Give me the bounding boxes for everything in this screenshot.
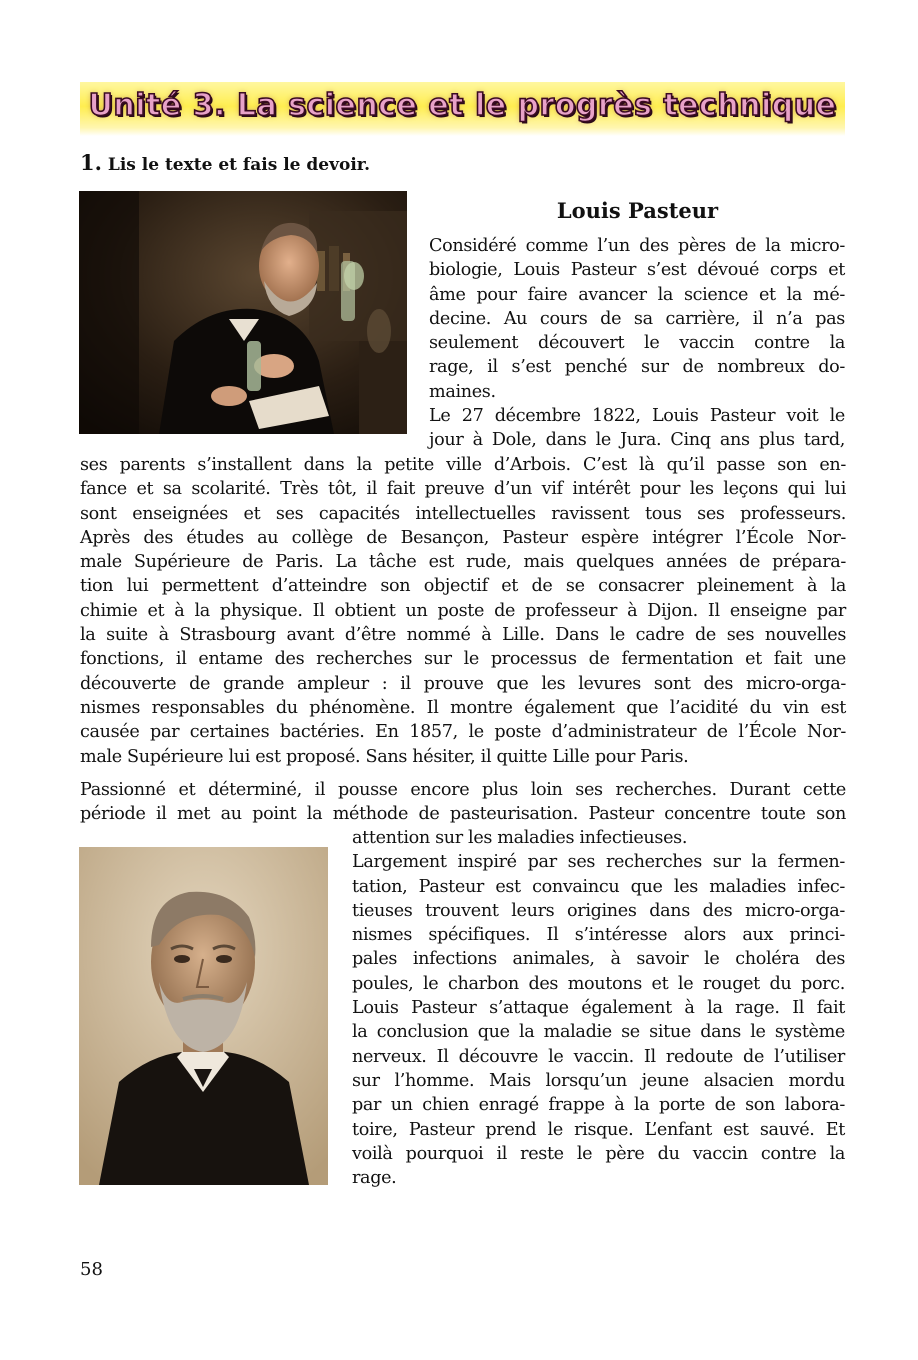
text-line: maines. — [429, 381, 496, 402]
article-paragraph-3 — [80, 778, 846, 827]
text-line: male Supérieure de Paris. La tâche est rude, mais quelques années de prépara- — [80, 552, 846, 573]
text-line: sur l’homme. Mais lorsqu’un jeune alsacien mordu — [352, 1070, 845, 1091]
text-line: Louis Pasteur s’attaque également à la rage. Il fait — [352, 998, 845, 1019]
text-line: Après des études au collège de Besançon, Pasteur espère intégrer l’École Nor- — [80, 527, 846, 548]
text-line: la conclusion que la maladie se situe dans le système — [352, 1022, 845, 1043]
text-line: toire, Pasteur prend le risque. L’enfant est sauvé. Et — [352, 1119, 845, 1140]
unit-title: Unité 3. La science et le progrès technique — [88, 88, 837, 123]
exercise-number: 1. — [80, 150, 102, 175]
text-line: la suite à Strasbourg avant d’être nommé à Lille. Dans le cadre de ses nouvelles — [80, 625, 846, 646]
text-line: par un chien enragé frappe à la porte de son labora- — [352, 1095, 845, 1116]
text-line: rage. — [352, 1168, 397, 1189]
exercise-text: Lis le texte et fais le devoir. — [107, 155, 371, 175]
pasteur-laboratory-painting — [79, 191, 407, 434]
text-line: Considéré comme l’un des pères de la micro- — [429, 236, 845, 256]
article-title: Louis Pasteur — [556, 198, 719, 223]
text-line: causée par certaines bactéries. En 1857, le poste d’administrateur de l’École Nor- — [80, 722, 846, 743]
text-line: decine. Au cours de sa carrière, il n’a pas — [429, 308, 845, 329]
text-line: rage, il s’est penché sur de nombreux do- — [429, 357, 845, 378]
text-line: male Supérieure lui est proposé. Sans hésiter, il quitte Lille pour Paris. — [80, 746, 689, 767]
article-paragraph-4 — [352, 826, 845, 1190]
text-line: chimie et à la physique. Il obtient un poste de professeur à Dijon. Il enseigne par — [80, 600, 846, 621]
text-line: Passionné et déterminé, il pousse encore plus loin ses recherches. Durant cette — [80, 780, 846, 800]
text-line: ses parents s’installent dans la petite ville d’Arbois. C’est là qu’il passe son en- — [80, 455, 846, 475]
pasteur-portrait-photo-image — [79, 847, 328, 1185]
text-line: période il met au point la méthode de pasteurisation. Pasteur concentre toute son — [80, 804, 846, 825]
pasteur-portrait-photo — [79, 847, 328, 1185]
text-line: fonctions, il entame des recherches sur le processus de fermentation et fait une — [80, 649, 846, 670]
text-line: sont enseignées et ses capacités intellectuelles ravissent tous ses professeurs. — [80, 503, 846, 524]
exercise-instruction — [80, 150, 370, 175]
text-line: nismes responsables du phénomène. Il montre également que l’acidité du vin est — [80, 697, 846, 718]
unit-banner — [80, 82, 845, 136]
article-paragraph-2 — [80, 453, 846, 769]
text-line: tieuses trouvent leurs origines dans des micro-orga- — [352, 900, 845, 921]
text-line: Le 27 décembre 1822, Louis Pasteur voit le — [429, 406, 845, 427]
text-line: voilà pourquoi il reste le père du vaccin contre la — [352, 1143, 845, 1164]
text-line: jour à Dole, dans le Jura. Cinq ans plus tard, — [429, 430, 845, 451]
text-line: tion lui permettent d’atteindre son objectif et de se consacrer pleinement à la — [80, 576, 846, 597]
pasteur-laboratory-painting-image — [79, 191, 407, 434]
article-paragraph-1 — [429, 234, 845, 453]
text-line: âme pour faire avancer la science et la mé- — [429, 284, 845, 305]
text-line: Largement inspiré par ses recherches sur la fermen- — [352, 852, 845, 873]
text-line: nismes spécifiques. Il s’intéresse alors aux princi- — [352, 925, 845, 946]
text-line: nerveux. Il découvre le vaccin. Il redoute de l’utiliser — [352, 1046, 845, 1067]
text-line: pales infections animales, à savoir le choléra des — [352, 949, 845, 970]
text-line: découverte de grande ampleur : il prouve que les levures sont des micro-orga- — [80, 673, 846, 694]
text-line: fance et sa scolarité. Très tôt, il fait preuve d’un vif intérêt pour les leçons qui lui — [80, 479, 846, 500]
text-line: poules, le charbon des moutons et le rouget du porc. — [352, 973, 845, 994]
text-line: biologie, Louis Pasteur s’est dévoué corps et — [429, 260, 845, 281]
page-number: 58 — [80, 1259, 103, 1280]
text-line: tation, Pasteur est convaincu que les maladies infec- — [352, 876, 845, 897]
text-line: seulement découvert le vaccin contre la — [429, 333, 845, 354]
text-line: attention sur les maladies infectieuses. — [352, 828, 688, 848]
